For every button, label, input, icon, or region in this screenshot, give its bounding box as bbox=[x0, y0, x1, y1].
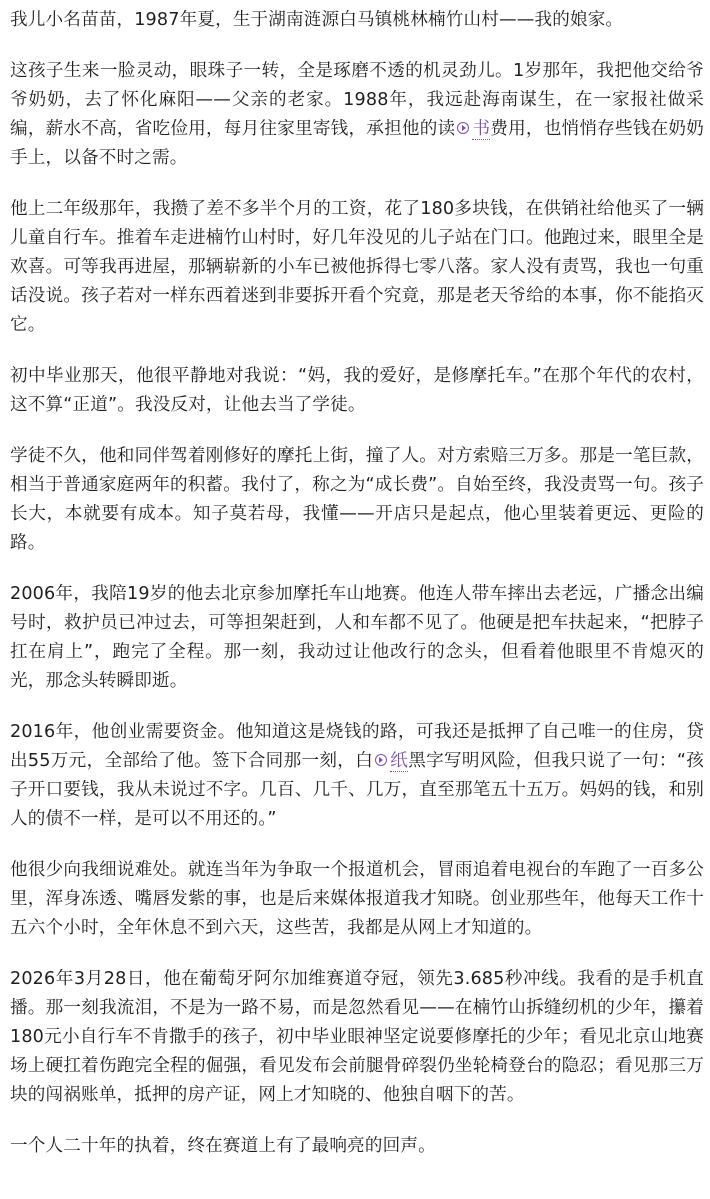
keyword-link-paper[interactable] bbox=[373, 751, 408, 771]
paragraph-7-text-after: 黑字写明风险，但我只说了一句：“孩子开口要钱，我从未说过不字。几百、几千、几万，直至那笔五十五万。妈妈的钱，和别人的债不一样，是可以不用还的。” bbox=[10, 751, 705, 829]
article-body bbox=[10, 0, 704, 1161]
paragraph-6-text: 2006年，我陪19岁的他去北京参加摩托车山地赛。他连人带车摔出去老远，广播念出编号时，救护员已冲过去，可等担架赶到，人和车都不见了。他硬是把车扶起来，“把脖子扛在肩上”，跑完了全程。那一刻，我动过让他改行的念头，但看着他眼里不肯熄灭的光，那念头转瞬即逝。 bbox=[10, 584, 704, 691]
keyword-link-book[interactable] bbox=[455, 119, 490, 139]
paragraph-10 bbox=[10, 1132, 704, 1161]
paragraph-9 bbox=[10, 965, 704, 1110]
paragraph-2-text-before: 这孩子生来一脸灵动，眼珠子一转，全是琢磨不透的机灵劲儿。1岁那年，我把他交给爷爷奶奶，去了怀化麻阳——父亲的老家。1988年，我远赴海南谋生，在一家报社做采编，薪水不高，省吃俭用，每月往家里寄钱，承担他的读 bbox=[10, 61, 704, 139]
paragraph-8-text: 他很少向我细说难处。就连当年为争取一个报道机会，冒雨追着电视台的车跑了一百多公里，浑身冻透、嘴唇发紫的事，也是后来媒体报道我才知晓。创业那些年，他每天工作十五六个小时，全年休息不到六天，这些苦，我都是从网上才知道的。 bbox=[10, 860, 704, 938]
paragraph-3 bbox=[10, 195, 704, 340]
keyword-link-book-label: 书 bbox=[472, 119, 491, 139]
paragraph-9-text: 2026年3月28日，他在葡萄牙阿尔加维赛道夺冠，领先3.685秒冲线。我看的是手机直播。那一刻我流泪，不是为一路不易，而是忽然看见——在楠竹山拆缝纫机的少年，攥着180元小自行车不肯撒手的孩子，初中毕业眼神坚定说要修摩托的少年；看见北京山地赛场上硬扛着伤跑完全程的倔强，看见发布会前腿骨碎裂仍坐轮椅登台的隐忍；看见那三万块的闯祸账单，抵押的房产证，网上才知晓的、他独自咽下的苦。 bbox=[10, 969, 704, 1105]
paragraph-1 bbox=[10, 6, 704, 35]
paragraph-10-text: 一个人二十年的执着，终在赛道上有了最响亮的回声。 bbox=[10, 1136, 436, 1156]
paragraph-4 bbox=[10, 362, 704, 420]
paragraph-6 bbox=[10, 580, 704, 696]
paragraph-7 bbox=[10, 718, 704, 834]
paragraph-7-text-before: 2016年，他创业需要资金。他知道这是烧钱的路，可我还是抵押了自己唯一的住房，贷出55万元，全部给了他。签下合同那一刻，白 bbox=[10, 722, 704, 771]
paragraph-5 bbox=[10, 442, 704, 558]
paragraph-2-text-after: 费用，也悄悄存些钱在奶奶手上，以备不时之需。 bbox=[10, 119, 704, 168]
paragraph-8 bbox=[10, 856, 704, 943]
paragraph-1-text: 我儿小名苗苗，1987年夏，生于湖南涟源白马镇桃林楠竹山村——我的娘家。 bbox=[10, 10, 624, 30]
keyword-link-paper-label: 纸 bbox=[390, 751, 409, 771]
paragraph-4-text: 初中毕业那天，他很平静地对我说：“妈，我的爱好，是修摩托车。”在那个年代的农村，这不算“正道”。我没反对，让他去当了学徒。 bbox=[10, 366, 704, 415]
paragraph-5-text: 学徒不久，他和同伴驾着刚修好的摩托上街，撞了人。对方索赔三万多。那是一笔巨款，相当于普通家庭两年的积蓄。我付了，称之为“成长费”。自始至终，我没责骂一句。孩子长大，本就要有成本。知子莫若母，我懂——开店只是起点，他心里装着更远、更险的路。 bbox=[10, 446, 704, 553]
paragraph-2 bbox=[10, 57, 704, 173]
paragraph-3-text: 他上二年级那年，我攒了差不多半个月的工资，花了180多块钱，在供销社给他买了一辆儿童自行车。推着车走进楠竹山村时，好几年没见的儿子站在门口。他跑过来，眼里全是欢喜。可等我再进屋，那辆崭新的小车已被他拆得七零八落。家人没有责骂，我也一句重话没说。孩子若对一样东西着迷到非要拆开看个究竟，那是老天爷给的本事，你不能掐灭它。 bbox=[10, 199, 704, 335]
play-circle-icon bbox=[457, 122, 469, 134]
play-circle-icon bbox=[375, 754, 387, 766]
